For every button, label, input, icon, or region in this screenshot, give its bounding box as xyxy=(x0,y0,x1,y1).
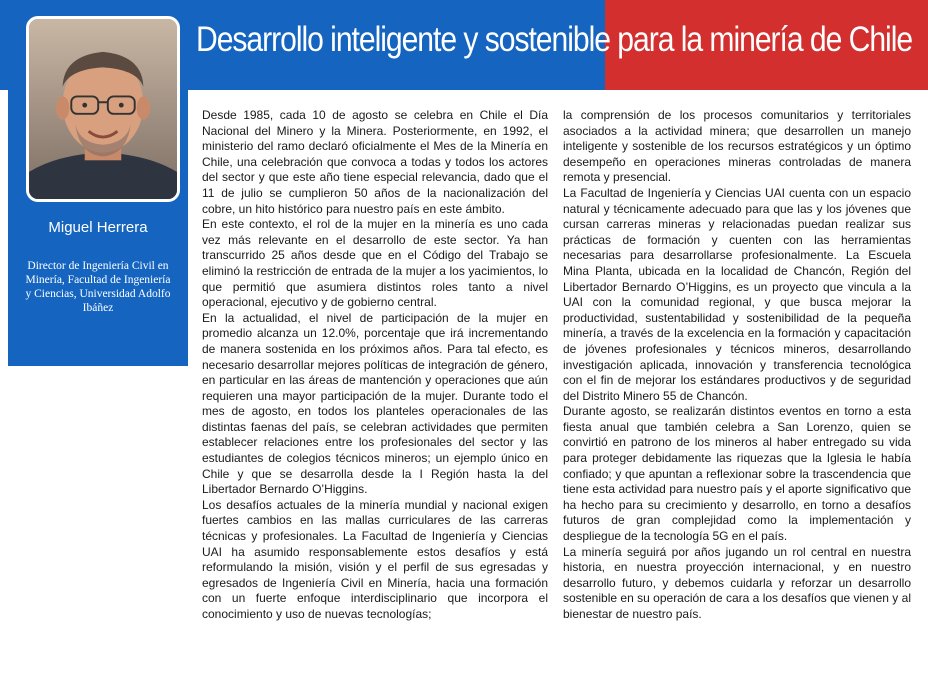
paragraph: Los desafíos actuales de la minería mundial y nacional exigen fuertes cambios en las mallas curriculares de las carreras técnicas y profesionales. La Facultad de Ingeniería y Ciencias UAI ha asumido responsablemente estos desafíos y está reformulando la misión, visión y el perfil de sus egresadas y egresados de Ingeniería Civil en Minería, hacia una formación con un fuerte enfoque interdisciplinario que incorpora el conocimiento y uso de nuevas tecnologías; xyxy=(202,497,548,621)
author-role: Director de Ingeniería Civil en Minería, Facultad de Ingeniería y Ciencias, Universidad Adolfo Ibáñez xyxy=(25,260,171,314)
article-body xyxy=(188,90,928,682)
author-photo xyxy=(26,16,180,202)
article-column-right xyxy=(563,108,911,623)
article-column-left xyxy=(202,108,548,623)
paragraph: Desde 1985, cada 10 de agosto se celebra en Chile el Día Nacional del Minero y la Minera. Posteriormente, en 1992, el ministerio del ramo declaró oficialmente el Mes de la Minería en Chile, una celebración que convoca a todas y todos los actores del sector y que este año tiene especial relevancia, dado que el 11 de julio se cumplieron 50 años de la nacionalización del cobre, un hito histórico para nuestro país en este ámbito. xyxy=(202,108,548,216)
paragraph: En la actualidad, el nivel de participación de la mujer en promedio alcanza un 12.0%, porcentaje que irá incrementando de manera sostenida en los próximos años. Para tal efecto, es necesario desarrollar mejores políticas de integración de género, en particular en las áreas de mantención y operaciones que aún requieren una mayor participación de la mujer. Durante todo el mes de agosto, en todos los planteles operacionales de las distintas faenas del país, se celebran actividades que permiten establecer relaciones entre los profesionales del sector y las estudiantes de colegios técnicos mineros; un ejemplo único en Chile y que se desarrolla desde la I Región hasta la del Libertador Bernardo O’Higgins. xyxy=(202,310,548,497)
paragraph: La Facultad de Ingeniería y Ciencias UAI cuenta con un espacio natural y técnicamente adecuado para que las y los jóvenes que cursan carreras mineras y relacionadas puedan realizar sus prácticas de formación y cuenten con las herramientas necesarias para desarrollarse profesionalmente. La Escuela Mina Planta, ubicada en la localidad de Chancón, Región del Libertador Bernardo O’Higgins, es un proyecto que vincula a la UAI con la comunidad regional, y que busca mejorar la productividad, sustentabilidad y sostenibilidad de la pequeña minería, a través de la excelencia en la formación y capacitación de jóvenes profesionales y técnicos mineros, desarrollando investigación aplicada, innovación y transferencia tecnológica con el fin de mejorar los estándares productivos y de seguridad del Distrito Minero 55 de Chancón. xyxy=(563,185,911,403)
paragraph: Durante agosto, se realizarán distintos eventos en torno a esta fiesta anual que también celebra a San Lorenzo, quien se convirtió en patrono de los mineros al haber entregado su vida para proteger debidamente las riquezas que la Iglesia le había confiado; y que apuntan a reflexionar sobre la trascendencia que tiene esta actividad para nuestro país y el aporte significativo que ha hecho para su crecimiento y desarrollo, en torno a desafíos futuros de gran complejidad como la implementación y despliegue de la tecnología 5G en el país. xyxy=(563,404,911,544)
paragraph: La minería seguirá por años jugando un rol central en nuestra historia, en nuestra proyección internacional, y en nuestro desarrollo futuro, y debemos cuidarla y reforzar un desarrollo sostenible en su operación de cara a los desafíos que vienen y al bienestar de nuestro país. xyxy=(563,544,911,621)
paragraph: En este contexto, el rol de la mujer en la minería es uno cada vez más relevante en el desarrollo de este sector. Ya han transcurrido 25 años desde que en el Código del Trabajo se eliminó la restricción de entrada de la mujer a los yacimientos, lo que permitió que asumiera distintos roles tanto a nivel operacional, ejecutivo y de gobierno central. xyxy=(202,217,548,310)
author-panel xyxy=(8,0,188,366)
author-name: Miguel Herrera xyxy=(48,219,148,236)
portrait-illustration xyxy=(29,19,177,199)
page-title: Desarrollo inteligente y sostenible para la minería de Chile xyxy=(196,20,913,59)
paragraph: la comprensión de los procesos comunitarios y territoriales asociados a la actividad minera; que desarrollen un manejo inteligente y sostenible de los recursos estratégicos y un óptimo desempeño en operaciones mineras controladas de manera remota y presencial. xyxy=(563,108,911,185)
